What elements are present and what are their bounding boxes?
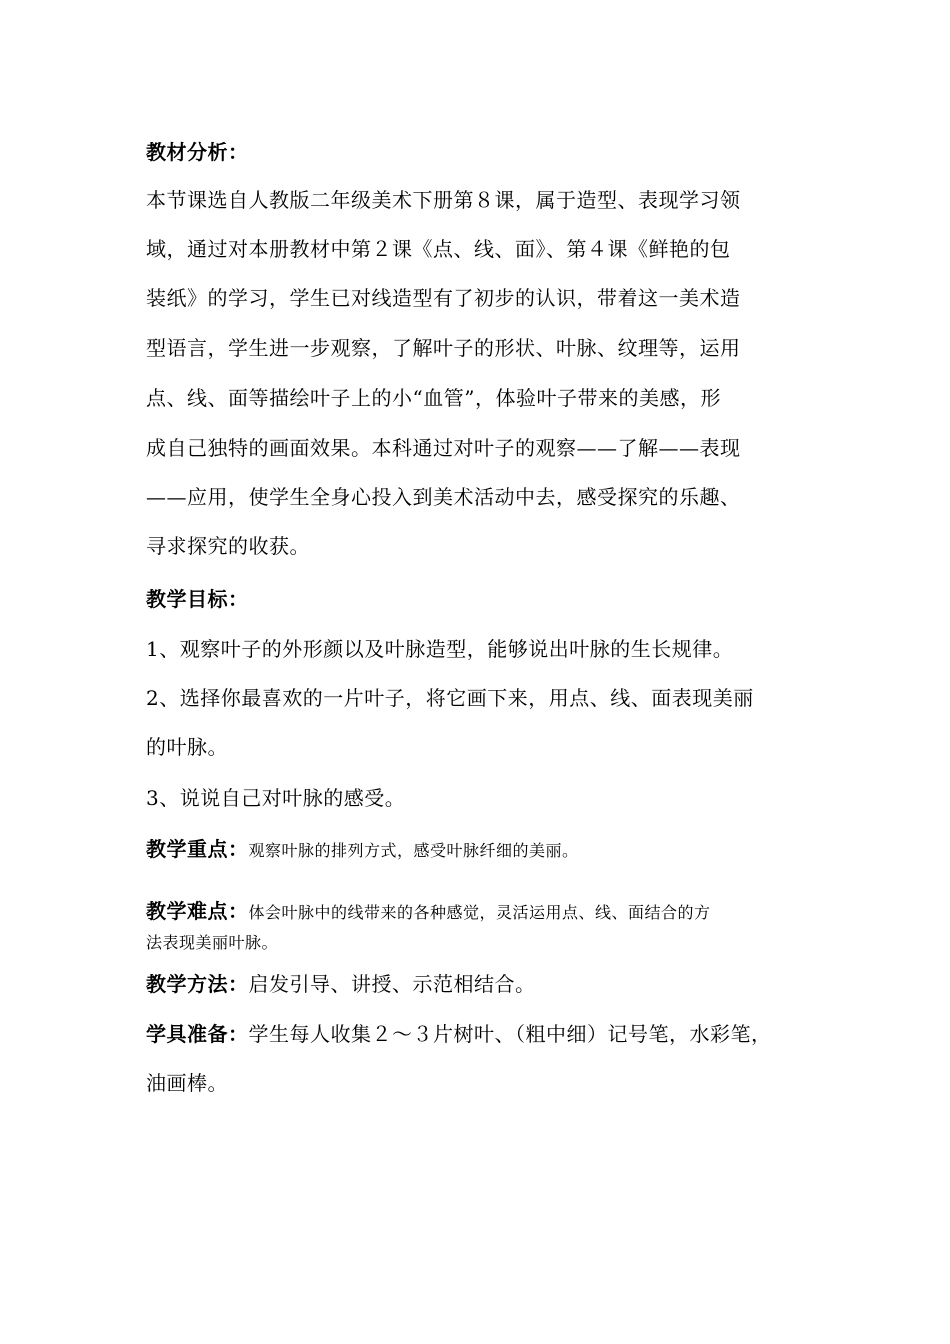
analysis-line-2: 域，通过对本册教材中第２课《点、线、面》、第４课《鲜艳的包 [146, 237, 731, 261]
key-points-label: 教学重点： [146, 837, 249, 861]
materials-text: 学生每人收集２～３片树叶、（粗中细）记号笔，水彩笔， [248, 1022, 772, 1046]
materials-row [146, 1022, 772, 1046]
analysis-line-5: 点、线、面等描绘叶子上的小“血管”，体验叶子带来的美感，形 [146, 386, 721, 410]
materials-text-2: 油画棒。 [146, 1071, 228, 1095]
methods-text: 启发引导、讲授、示范相结合。 [248, 972, 536, 996]
difficulties-row [146, 899, 711, 923]
materials-label: 学具准备： [146, 1022, 249, 1046]
key-points-row [146, 837, 579, 861]
analysis-line-3: 装纸》的学习，学生已对线造型有了初步的认识，带着这一美术造 [146, 286, 741, 310]
methods-label: 教学方法： [146, 972, 249, 996]
analysis-line-6: 成自己独特的画面效果。本科通过对叶子的观察——了解——表现 [146, 436, 741, 460]
goal-line-1: 1、观察叶子的外形颜以及叶脉造型，能够说出叶脉的生长规律。 [146, 637, 734, 661]
goal-line-2: 2、选择你最喜欢的一片叶子，将它画下来，用点、线、面表现美丽 [146, 686, 754, 710]
methods-row [146, 972, 536, 996]
analysis-line-1: 本节课选自人教版二年级美术下册第８课，属于造型、表现学习领 [146, 188, 741, 212]
goals-heading: 教学目标： [146, 587, 249, 611]
analysis-line-8: 寻求探究的收获。 [146, 534, 310, 558]
analysis-line-4: 型语言，学生进一步观察，了解叶子的形状、叶脉、纹理等，运用 [146, 336, 741, 360]
difficulties-label: 教学难点： [146, 899, 249, 923]
goal-line-4: 3、说说自己对叶脉的感受。 [146, 786, 406, 810]
analysis-heading: 教材分析： [146, 140, 249, 164]
difficulties-text: 体会叶脉中的线带来的各种感觉，灵活运用点、线、面结合的方 [248, 903, 711, 922]
analysis-line-7: ——应用，使学生全身心投入到美术活动中去，感受探究的乐趣、 [146, 485, 741, 509]
goal-line-3: 的叶脉。 [146, 735, 228, 759]
difficulties-text-2: 法表现美丽叶脉。 [146, 933, 279, 952]
key-points-text: 观察叶脉的排列方式，感受叶脉纤细的美丽。 [248, 841, 579, 860]
